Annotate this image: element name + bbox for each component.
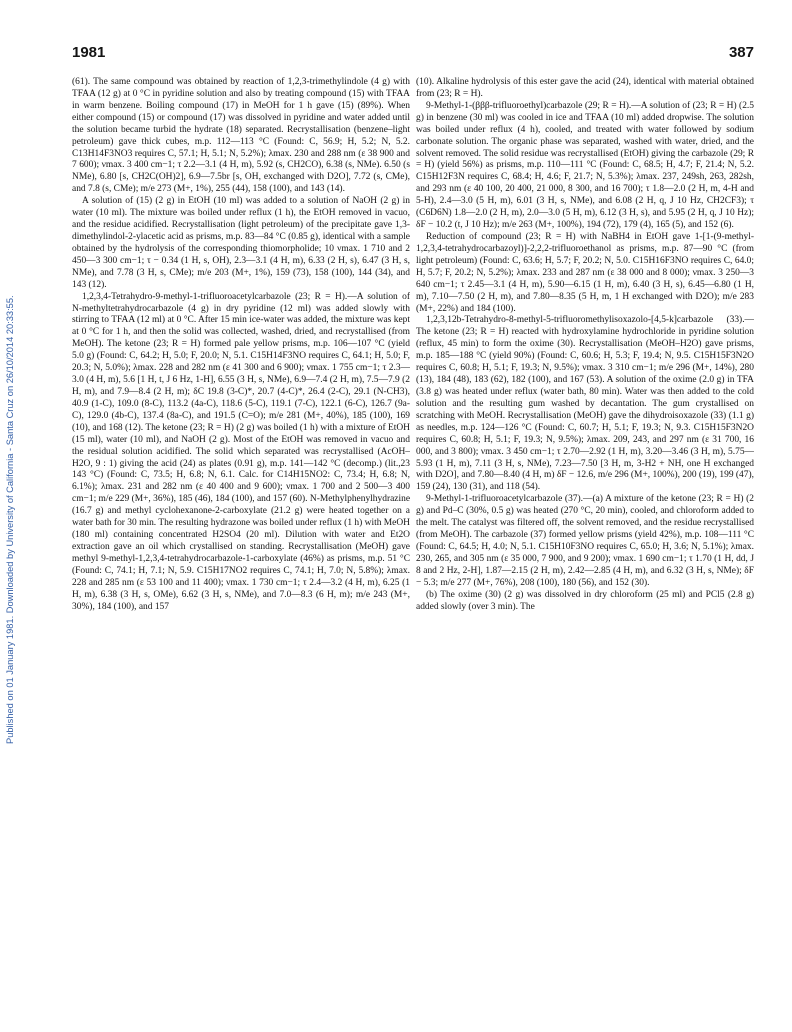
paragraph: (10). Alkaline hydrolysis of this ester gave the acid (24), identical with material obtained from (23; R = H). (416, 77, 754, 99)
paragraph: (61). The same compound was obtained by reaction of 1,2,3-trimethylindole (4 g) with TFAA (12 g) at 0 °C in pyridine solution and also by treating compound (15) with TFAA in warm benzene. Boiling compound (17) in MeOH for 1 h gave (15) (89%). When either compound (15) or compound (17) was dissolved in pyridine and water added until the solution became turbid the hydrate (18) separated. Recrystallisation (benzene–light petroleum) gave thick cubes, m.p. 112—113 °C (Found: C, 56.9; H, 5.2; N, 5.2. C13H14F3NO3 requires C, 57.1; H, 5.1; N, 5.2%); λmax. 230 and 288 nm (ε 38 900 and 7 600); νmax. 3 400 cm−1; τ 2.2—3.1 (4 H, m), 5.92 (s, CH2CO), 6.38 (s, NMe). 6.50 (s NMe), 6.80 [s, CH2C(OH)2], 6.9—7.5br [s, OH, exchanged with D2O], 7.72 (s, CMe), and 7.8 (s, CMe); m/e 273 (M+, 1%), 255 (44), 158 (100), and 143 (14). (72, 77, 410, 195)
journal-year: 1981 (72, 44, 106, 61)
paragraph: A solution of (15) (2 g) in EtOH (10 ml) was added to a solution of NaOH (2 g) in water (10 ml). The mixture was boiled under reflux (1 h), the EtOH removed in vacuo, and the residue acidified. Recrystallisation (light petroleum) of the precipitate gave 1,3-dimethylindol-2-ylacetic acid as prisms, m.p. 83—84 °C (0.85 g), identical with a sample obtained by the hydrolysis of the corresponding thiomorpholide; 10 νmax. 1 710 and 2 450—3 300 cm−1; τ − 0.34 (1 H, s, OH), 2.3—3.1 (4 H, m), 6.33 (2 H, s), 6.47 (3 H, s, NMe), and 7.78 (3 H, s, CMe); m/e 203 (M+, 1%), 159 (73), 158 (100), 144 (34), and 143 (12). (72, 196, 410, 290)
paragraph: (b) The oxime (30) (2 g) was dissolved in dry chloroform (25 ml) and PCl5 (2.8 g) added slowly (over 3 min). The (416, 589, 754, 612)
page-header (72, 44, 754, 66)
paragraph: 9-Methyl-1-trifluoroacetylcarbazole (37).—(a) A mixture of the ketone (23; R = H) (2 g) and Pd–C (30%, 0.5 g) was heated (270 °C, 20 min), cooled, and chloroform added to the melt. The catalyst was filtered off, the solvent removed, and the residue recrystallised (from MeOH). The carbazole (37) formed yellow prisms (yield 42%), m.p. 108—111 °C (Found: C, 64.5; H, 4.0; N, 5.1. C15H10F3NO requires C, 65.0; H, 3.6; N, 5.1%); λmax. 230, 265, and 305 nm (ε 35 000, 7 900, and 9 200); νmax. 1 690 cm−1; τ 1.70 (1 H, dd, J 8 and 2 Hz, 2-H], 1.87—2.15 (2 H, m), 2.42—2.85 (4 H, m), and 6.32 (3 H, s, NMe); δF − 5.3; m/e 277 (M+, 76%), 208 (100), 180 (56), and 152 (30). (416, 494, 754, 588)
paragraph: 1,2,3,4-Tetrahydro-9-methyl-1-trifluoroacetylcarbazole (23; R = H).—A solution of N-methyltetrahydrocarbazole (4 g) in dry pyridine (12 ml) was added slowly with stirring to TFAA (12 ml) at 0 °C. After 15 min ice-water was added, the mixture was kept at 0 °C for 1 h, and then the solid was collected, washed, dried, and recrystallised (from MeOH). The ketone (23; R = H) formed pale yellow prisms, m.p. 106—107 °C (yield 5.0 g) (Found: C, 64.2; H, 5.0; F, 20.0; N, 5.1. C15H14F3NO requires C, 64.1; H, 5.0; F, 20.3; N, 5.0%); λmax. 228 and 282 nm (ε 41 300 and 6 900); νmax. 1 755 cm−1; τ 2.3—3.0 (4 H, m), 5.6 [1 H, t, J 6 Hz, 1-H], 6.55 (3 H, s, NMe), 6.9—7.4 (2 H, m), 7.5—7.9 (2 H, m), and 7.9—8.4 (2 H, m); δC 19.8 (3-C)*, 20.7 (4-C)*, 26.4 (2-C), 29.1 (N-CH3), 40.9 (1-C), 109.0 (8-C), 113.2 (4a-C), 118.6 (5-C), 119.1 (7-C), 122.1 (6-C), 126.7 (9a-C), 129.0 (4b-C), 137.4 (8a-C), and 191.5 (C=O); m/e 281 (M+, 40%), 185 (100), 169 (10), and 168 (12). The ketone (23; R = H) (2 g) was boiled (1 h) with a mixture of EtOH (15 ml), water (10 ml), and NaOH (2 g). Most of the EtOH was removed in vacuo and the residual solution acidified. The solid which separated was recrystallised (AcOH–H2O, 9 : 1) giving the acid (24) as plates (0.91 g), m.p. 141—142 °C (decomp.) (lit.,23 143 °C) (Found: C, 73.5; H, 6.8; N, 6.1. Calc. for C14H15NO2: C, 73.4; H, 6.8; N, 6.1%); λmax. 231 and 282 nm (ε 40 400 and 9 600); νmax. 1 700 and 2 500—3 400 cm−1; m/e 229 (M+, 36%), 185 (46), 184 (100), and 157 (60). N-Methylphenylhydrazine (16.7 g) and methyl cyclohexanone-2-carboxylate (21.2 g) were heated together on a water bath for 30 min. The resulting hydrazone was boiled under reflux (1 h) with MeOH (180 ml) containing concentrated H2SO4 (20 ml). Dilution with water and Et2O extraction gave an oil which crystallised on standing. Recrystallisation (MeOH) gave methyl 9-methyl-1,2,3,4-tetrahydrocarbazole-1-carboxylate (46%) as prisms, m.p. 51 °C (Found: C, 74.1; H, 7.1; N, 5.9. C15H17NO2 requires C, 74.1; H, 7.0; N, 5.8%); λmax. 228 and 285 nm (ε 53 100 and 11 400); νmax. 1 730 cm−1; τ 2.4—3.2 (4 H, m), 6.25 (1 H, m), 6.38 (3 H, s, OMe), 6.62 (3 H, s, NMe), and 7.0—8.3 (6 H, m); m/e 243 (M+, 30%), 184 (100), and 157 (72, 291, 410, 612)
right-column (416, 77, 754, 1017)
paragraph: 1,2,3,12b-Tetrahydro-8-methyl-5-trifluoromethylisoxazolo-[4,5-k]carbazole (33).—The ketone (23; R = H) reacted with hydroxylamine hydrochloride in pyridine solution (reflux, 45 min) to form the oxime (30). Recrystallisation (MeOH–H2O) gave prisms, m.p. 185—188 °C (yield 90%) (Found: C, 60.6; H, 5.3; F, 19.4; N, 9.5. C15H15F3N2O requires C, 60.8; H, 5.1; F, 19.3; N, 9.5%); νmax. 3 310 cm−1; m/e 296 (M+, 14%), 280 (13), 184 (48), 183 (62), 182 (100), and 167 (53). A solution of the oxime (2.0 g) in TFA (3.8 g) was heated under reflux (water bath, 80 min). Water was then added to the cold solution and the resulting gum washed by decantation. The gum crystallised on scratching with MeOH. Recrystallisation (MeOH) gave the dihydroisoxazole (33) (1.1 g) as needles, m.p. 124—126 °C (Found: C, 60.7; H, 5.1; F, 19.3; N, 9.3. C15H15F3N2O requires C, 60.8; H, 5.1; F, 19.3; N, 9.5%); λmax. 209, 243, and 297 nm (ε 31 700, 16 000, and 3 800); νmax. 3 450 cm−1; τ 2.70—2.92 (1 H, m), 3.20—3.46 (3 H, m), 5.75—5.93 (1 H, m), 7.11 (3 H, s, NMe), 7.23—7.50 [3 H, m, 3-H2 + NH, one H exchanged with D2O], and 7.80—8.40 (4 H, m) δF − 12.6, m/e 296 (M+, 100%), 200 (19), 199 (47), 159 (24), 130 (31), and 118 (54). (416, 315, 754, 493)
page-number: 387 (728, 44, 754, 61)
paragraph: Reduction of compound (23; R = H) with NaBH4 in EtOH gave 1-[1-(9-methyl-1,2,3,4-tetrahydrocarbazoyl)]-2,2,2-trifluoroethanol as prisms, m.p. 87—90 °C (from light petroleum) (Found: C, 63.6; H, 5.7; F, 20.2; N, 5.0. C15H16F3NO requires C, 64.0; H, 5.7; F, 20.2; N, 5.2%); λmax. 233 and 287 nm (ε 38 000 and 8 000); νmax. 3 250—3 640 cm−1; τ 2.45—3.1 (4 H, m), 5.90—6.15 (1 H, m), 6.40 (3 H, s), 6.45—6.80 (1 H, m), 7.10—7.50 (2 H, m), and 7.80—8.35 (5 H, m, 1 H exchanged with D2O); m/e 283 (M+, 22%) and 184 (100). (416, 231, 754, 314)
left-column (72, 77, 410, 1017)
download-notice: Published on 01 January 1981. Downloaded by University of California - Santa Cruz on 26/10/2014 20:33:55. (5, 295, 15, 745)
paragraph: 9-Methyl-1-(βββ-trifluoroethyl)carbazole (29; R = H).—A solution of (23; R = H) (2.5 g) in benzene (30 ml) was cooled in ice and TFAA (10 ml) added dropwise. The solution was boiled under reflux (4 h), cooled, and treated with water followed by sodium carbonate solution. The organic phase was separated, washed with water, dried, and the solvent removed. The solid residue was recrystallised (EtOH) giving the carbazole (29; R = H) (yield 56%) as prisms, m.p. 110—111 °C (Found: C, 68.5; H, 4.7; F, 21.4; N, 5.2. C15H12F3N requires C, 68.4; H, 4.6; F, 21.7; N, 5.3%); λmax. 237, 249sh, 263, 282sh, and 293 nm (ε 40 100, 20 400, 21 000, 8 300, and 16 700); τ 1.8—2.0 (2 H, m, 4-H and 5-H), 2.4—3.0 (5 H, m), 6.01 (3 H, s, NMe), and 6.08 (2 H, q, J 10 Hz, CH2CF3); τ (C6D6N) 1.8—2.0 (2 H, m), 2.0—3.0 (5 H, m), 6.12 (3 H, s), and 5.95 (2 H, q, J 10 Hz); δF − 10.2 (t, J 10 Hz); m/e 263 (M+, 100%), 194 (72), 179 (4), 165 (5), and 152 (6). (416, 100, 754, 231)
